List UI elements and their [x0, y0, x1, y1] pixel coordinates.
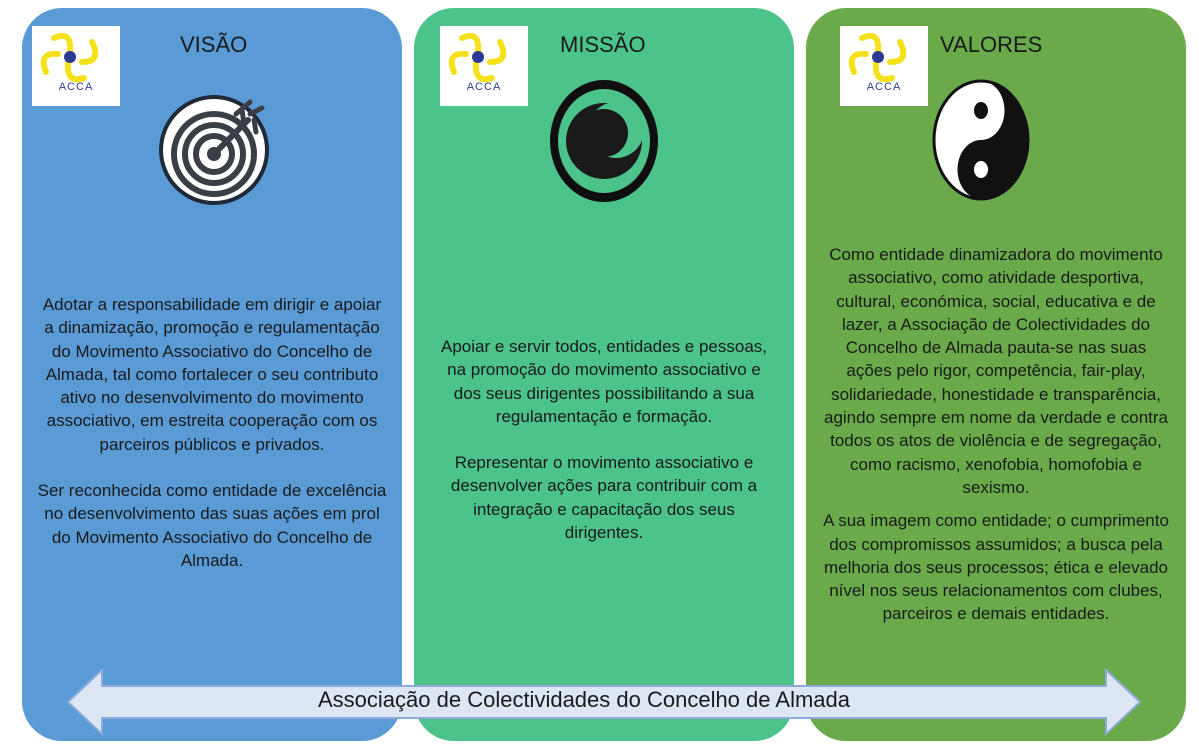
values-title: VALORES [940, 32, 1043, 57]
logo-text: ACCA [866, 81, 902, 93]
values-text [822, 243, 1170, 626]
acca-logo [840, 26, 928, 106]
values-panel [806, 8, 1186, 741]
values-paragraph-2: A sua imagem como entidade; o cumprimento dos compromissos assumidos; a busca pela melhoria dos seus processos; ética e elevado nível nos seus relacionamentos com clubes, parceiros e demais entidades. [823, 511, 1169, 624]
yin-yang-icon [932, 79, 1030, 201]
logo-text: ACCA [466, 81, 502, 93]
acca-logo-mark-icon [32, 26, 120, 86]
acca-logo-mark-icon [440, 26, 528, 86]
vision-paragraph-1: Adotar a responsabilidade em dirigir e apoiar a dinamização, promoção e regulamentação do Movimento Associativo do Concelho de Almada, tal como fortalecer o seu contributo ativo no desenvolvimento do movimento associativo, em estreita cooperação com os parceiros públicos e privados. [42, 295, 382, 454]
mission-title: MISSÃO [560, 32, 646, 57]
acca-logo [32, 26, 120, 106]
vision-title: VISÃO [180, 32, 248, 57]
acca-logo-mark-icon [840, 26, 928, 86]
mission-text [436, 335, 772, 544]
vision-text [36, 293, 388, 572]
moon-icon [548, 78, 660, 204]
mission-paragraph-2: Representar o movimento associativo e desenvolver ações para contribuir com a integração e capacitação dos seus dirigentes. [450, 453, 758, 543]
acca-logo [440, 26, 528, 106]
mission-paragraph-1: Apoiar e servir todos, entidades e pessoas, na promoção do movimento associativo e dos seus dirigentes possibilitando a sua regulamentação e formação. [440, 337, 768, 426]
vision-paragraph-2: Ser reconhecida como entidade de excelência no desenvolvimento das suas ações em prol do Movimento Associativo do Concelho de Almada. [37, 481, 387, 570]
arrow-label: Associação de Colectividades do Concelho de Almada [318, 687, 850, 712]
vision-panel [22, 8, 402, 741]
mission-panel [414, 8, 794, 741]
logo-text: ACCA [58, 81, 94, 93]
target-icon [158, 94, 270, 206]
values-paragraph-1: Como entidade dinamizadora do movimento associativo, como atividade desportiva, cultural, económica, social, educativa e de lazer, a Associação de Colectividades do Concelho de Almada pauta-se nas suas ações pelo rigor, competência, fair-play, solidariedade, honestidade e transparência, agindo sempre em nome da verdade e contra todos os atos de violência e de segregação, como racismo, xenofobia, homofobia e sexismo. [824, 245, 1168, 497]
